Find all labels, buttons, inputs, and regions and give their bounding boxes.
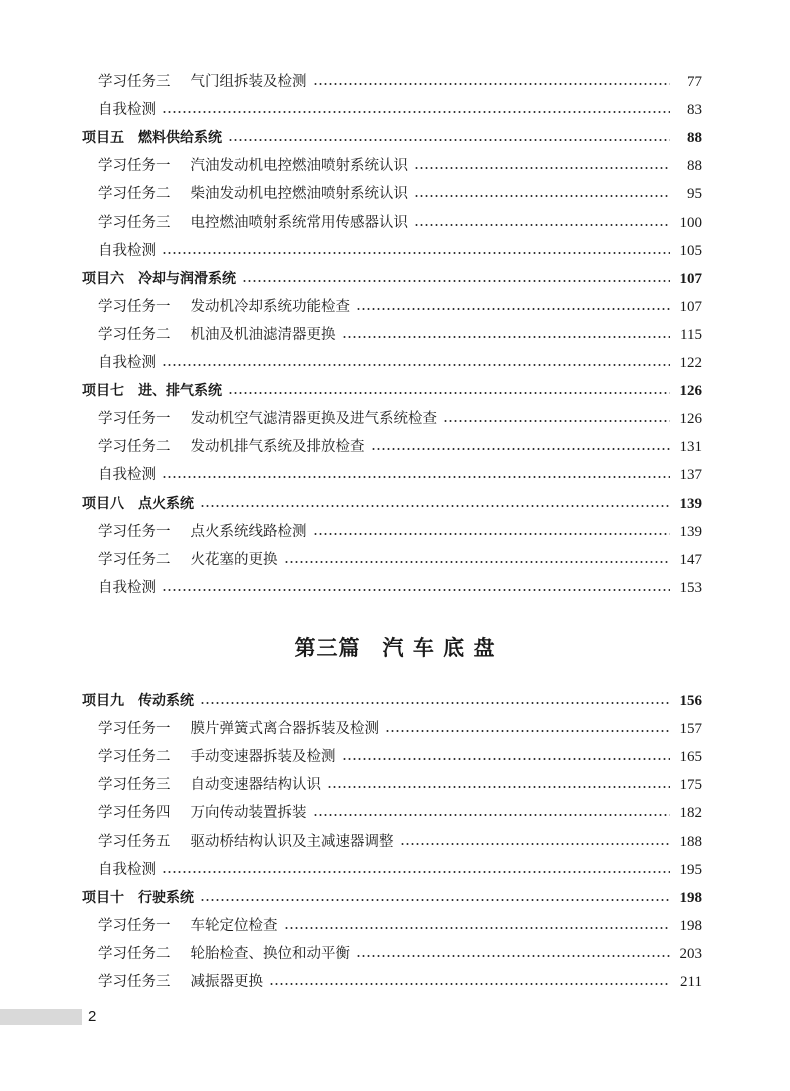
toc-task-entry[interactable] [98, 546, 702, 574]
entry-code: 学习任务二 [98, 326, 171, 343]
dot-leader [313, 83, 671, 85]
dot-leader [162, 476, 670, 478]
entry-code: 项目九 [82, 693, 124, 709]
entry-code: 项目八 [82, 495, 124, 512]
toc-project-entry[interactable] [82, 490, 702, 518]
footer-bar [0, 1009, 82, 1025]
toc-task-entry[interactable] [98, 96, 702, 124]
entry-title: 燃料供给系统 [138, 130, 222, 147]
toc-task-entry[interactable] [98, 209, 702, 237]
entry-code: 学习任务三 [98, 777, 171, 794]
entry-page-number: 211 [680, 974, 702, 990]
toc-project-entry[interactable] [82, 377, 702, 405]
toc-task-entry[interactable] [98, 293, 702, 321]
dot-leader [228, 139, 670, 141]
toc-task-entry[interactable] [98, 405, 702, 433]
entry-title: 万向传动装置拆装 [190, 805, 307, 822]
entry-code: 项目十 [82, 889, 124, 906]
entry-page-number: 126 [679, 411, 702, 428]
entry-title: 车轮定位检查 [190, 917, 278, 934]
toc-task-entry[interactable] [98, 321, 702, 349]
toc-project-entry[interactable] [82, 884, 702, 912]
dot-leader [269, 983, 670, 985]
entry-code: 项目五 [82, 130, 124, 147]
dot-leader [313, 533, 671, 535]
dot-leader [162, 111, 670, 113]
dot-leader [228, 392, 670, 394]
entry-title: 自我检测 [98, 579, 156, 596]
entry-page-number: 198 [679, 889, 702, 906]
entry-page-number: 195 [679, 861, 702, 878]
entry-page-number: 131 [679, 439, 702, 456]
dot-leader [162, 364, 670, 366]
entry-page-number: 198 [679, 917, 702, 934]
entry-code: 项目七 [82, 383, 124, 400]
entry-page-number: 115 [680, 326, 702, 343]
toc-task-entry[interactable] [98, 912, 702, 940]
entry-page-number: 165 [679, 749, 702, 766]
entry-page-number: 139 [679, 523, 702, 540]
dot-leader [162, 252, 670, 254]
dot-leader [242, 280, 670, 282]
dot-leader [356, 308, 670, 310]
toc-task-entry[interactable] [98, 349, 702, 377]
entry-page-number: 83 [687, 102, 702, 119]
dot-leader [162, 871, 670, 873]
entry-page-number: 147 [679, 551, 702, 568]
toc-task-entry[interactable] [98, 433, 702, 461]
entry-code: 学习任务五 [98, 833, 171, 850]
entry-code: 学习任务一 [98, 411, 171, 428]
dot-leader [284, 927, 671, 929]
part-heading-number: 第三篇 [294, 635, 361, 660]
dot-leader [414, 224, 670, 226]
dot-leader [200, 505, 670, 507]
entry-page-number: 95 [687, 186, 702, 203]
entry-page-number: 137 [679, 467, 702, 484]
dot-leader [284, 561, 671, 563]
entry-title: 汽油发动机电控燃油喷射系统认识 [190, 158, 408, 175]
dot-leader [327, 786, 670, 788]
entry-code: 学习任务二 [98, 439, 171, 456]
entry-page-number: 182 [679, 805, 702, 822]
toc-task-entry[interactable] [98, 743, 702, 771]
entry-code: 学习任务二 [98, 551, 171, 568]
entry-title: 机油及机油滤清器更换 [190, 326, 336, 343]
entry-title: 发动机排气系统及排放检查 [190, 439, 365, 456]
entry-title: 传动系统 [138, 693, 194, 709]
entry-page-number: 126 [679, 383, 702, 400]
dot-leader [200, 899, 670, 901]
entry-title: 发动机冷却系统功能检查 [190, 298, 350, 315]
entry-title: 行驶系统 [138, 889, 194, 906]
entry-code: 学习任务一 [98, 917, 171, 934]
entry-page-number: 107 [679, 270, 702, 287]
entry-code: 学习任务二 [98, 186, 171, 203]
entry-page-number: 100 [679, 214, 702, 231]
entry-page-number: 105 [679, 242, 702, 259]
toc-project-entry[interactable] [82, 265, 702, 293]
entry-title: 气门组拆装及检测 [190, 74, 307, 90]
entry-code: 学习任务二 [98, 749, 171, 766]
toc-task-entry[interactable] [98, 461, 702, 489]
entry-title: 电控燃油喷射系统常用传感器认识 [190, 214, 408, 231]
entry-title: 手动变速器拆装及检测 [190, 749, 336, 766]
entry-page-number: 139 [679, 495, 702, 512]
toc-task-entry[interactable] [98, 237, 702, 265]
entry-title: 自我检测 [98, 355, 156, 371]
entry-code: 学习任务三 [98, 74, 171, 90]
entry-title: 自我检测 [98, 861, 156, 878]
toc-task-entry[interactable] [98, 771, 702, 799]
entry-title: 自我检测 [98, 102, 156, 119]
entry-page-number: 77 [687, 74, 702, 90]
entry-title: 自动变速器结构认识 [190, 777, 321, 794]
entry-title: 发动机空气滤清器更换及进气系统检查 [190, 411, 437, 428]
entry-title: 冷却与润滑系统 [138, 270, 236, 287]
toc-project-entry[interactable] [82, 687, 702, 715]
entry-page-number: 88 [687, 158, 702, 175]
entry-title: 自我检测 [98, 242, 156, 259]
entry-page-number: 157 [679, 721, 702, 738]
entry-code: 学习任务三 [98, 214, 171, 231]
dot-leader [342, 336, 671, 338]
dot-leader [385, 730, 670, 732]
dot-leader [443, 420, 670, 422]
toc-task-entry[interactable] [98, 574, 702, 602]
toc-task-entry[interactable] [98, 518, 702, 546]
entry-page-number: 156 [679, 693, 702, 709]
entry-code: 项目六 [82, 270, 124, 287]
entry-code: 学习任务二 [98, 945, 171, 962]
entry-code: 学习任务一 [98, 158, 171, 175]
dot-leader [414, 195, 670, 197]
entry-code: 学习任务一 [98, 298, 171, 315]
toc-task-entry[interactable] [98, 715, 702, 743]
toc-task-entry[interactable] [98, 968, 702, 996]
entry-title: 自我检测 [98, 467, 156, 484]
entry-title: 进、排气系统 [138, 383, 222, 400]
entry-title: 减振器更换 [190, 974, 263, 990]
entry-title: 轮胎检查、换位和动平衡 [190, 945, 350, 962]
dot-leader [313, 814, 671, 816]
dot-leader [371, 448, 671, 450]
entry-title: 点火系统 [138, 495, 194, 512]
dot-leader [200, 702, 670, 704]
page-number: 2 [88, 1008, 97, 1025]
toc-task-entry[interactable] [98, 799, 702, 827]
dot-leader [356, 955, 670, 957]
entry-page-number: 153 [679, 579, 702, 596]
toc-task-entry[interactable] [98, 940, 702, 968]
part-heading-title: 汽 车 底 盘 [382, 635, 496, 660]
entry-page-number: 122 [679, 355, 702, 371]
dot-leader [342, 758, 671, 760]
entry-code: 学习任务一 [98, 721, 171, 738]
dot-leader [400, 843, 671, 845]
entry-title: 膜片弹簧式离合器拆装及检测 [190, 721, 379, 738]
entry-code: 学习任务一 [98, 523, 171, 540]
entry-title: 驱动桥结构认识及主减速器调整 [190, 833, 394, 850]
toc-task-entry[interactable] [98, 856, 702, 884]
toc-project-entry[interactable] [82, 124, 702, 152]
part-heading [0, 630, 790, 666]
toc-task-entry[interactable] [98, 828, 702, 856]
entry-page-number: 175 [679, 777, 702, 794]
dot-leader [414, 167, 670, 169]
entry-code: 学习任务四 [98, 805, 171, 822]
toc-task-entry[interactable] [98, 152, 702, 180]
entry-title: 柴油发动机电控燃油喷射系统认识 [190, 186, 408, 203]
entry-title: 火花塞的更换 [190, 551, 278, 568]
entry-page-number: 107 [679, 298, 702, 315]
entry-title: 点火系统线路检测 [190, 523, 307, 540]
toc-task-entry[interactable] [98, 68, 702, 96]
dot-leader [162, 589, 670, 591]
entry-page-number: 188 [679, 833, 702, 850]
entry-page-number: 203 [679, 945, 702, 962]
toc-task-entry[interactable] [98, 180, 702, 208]
entry-code: 学习任务三 [98, 974, 171, 990]
entry-page-number: 88 [687, 130, 702, 147]
